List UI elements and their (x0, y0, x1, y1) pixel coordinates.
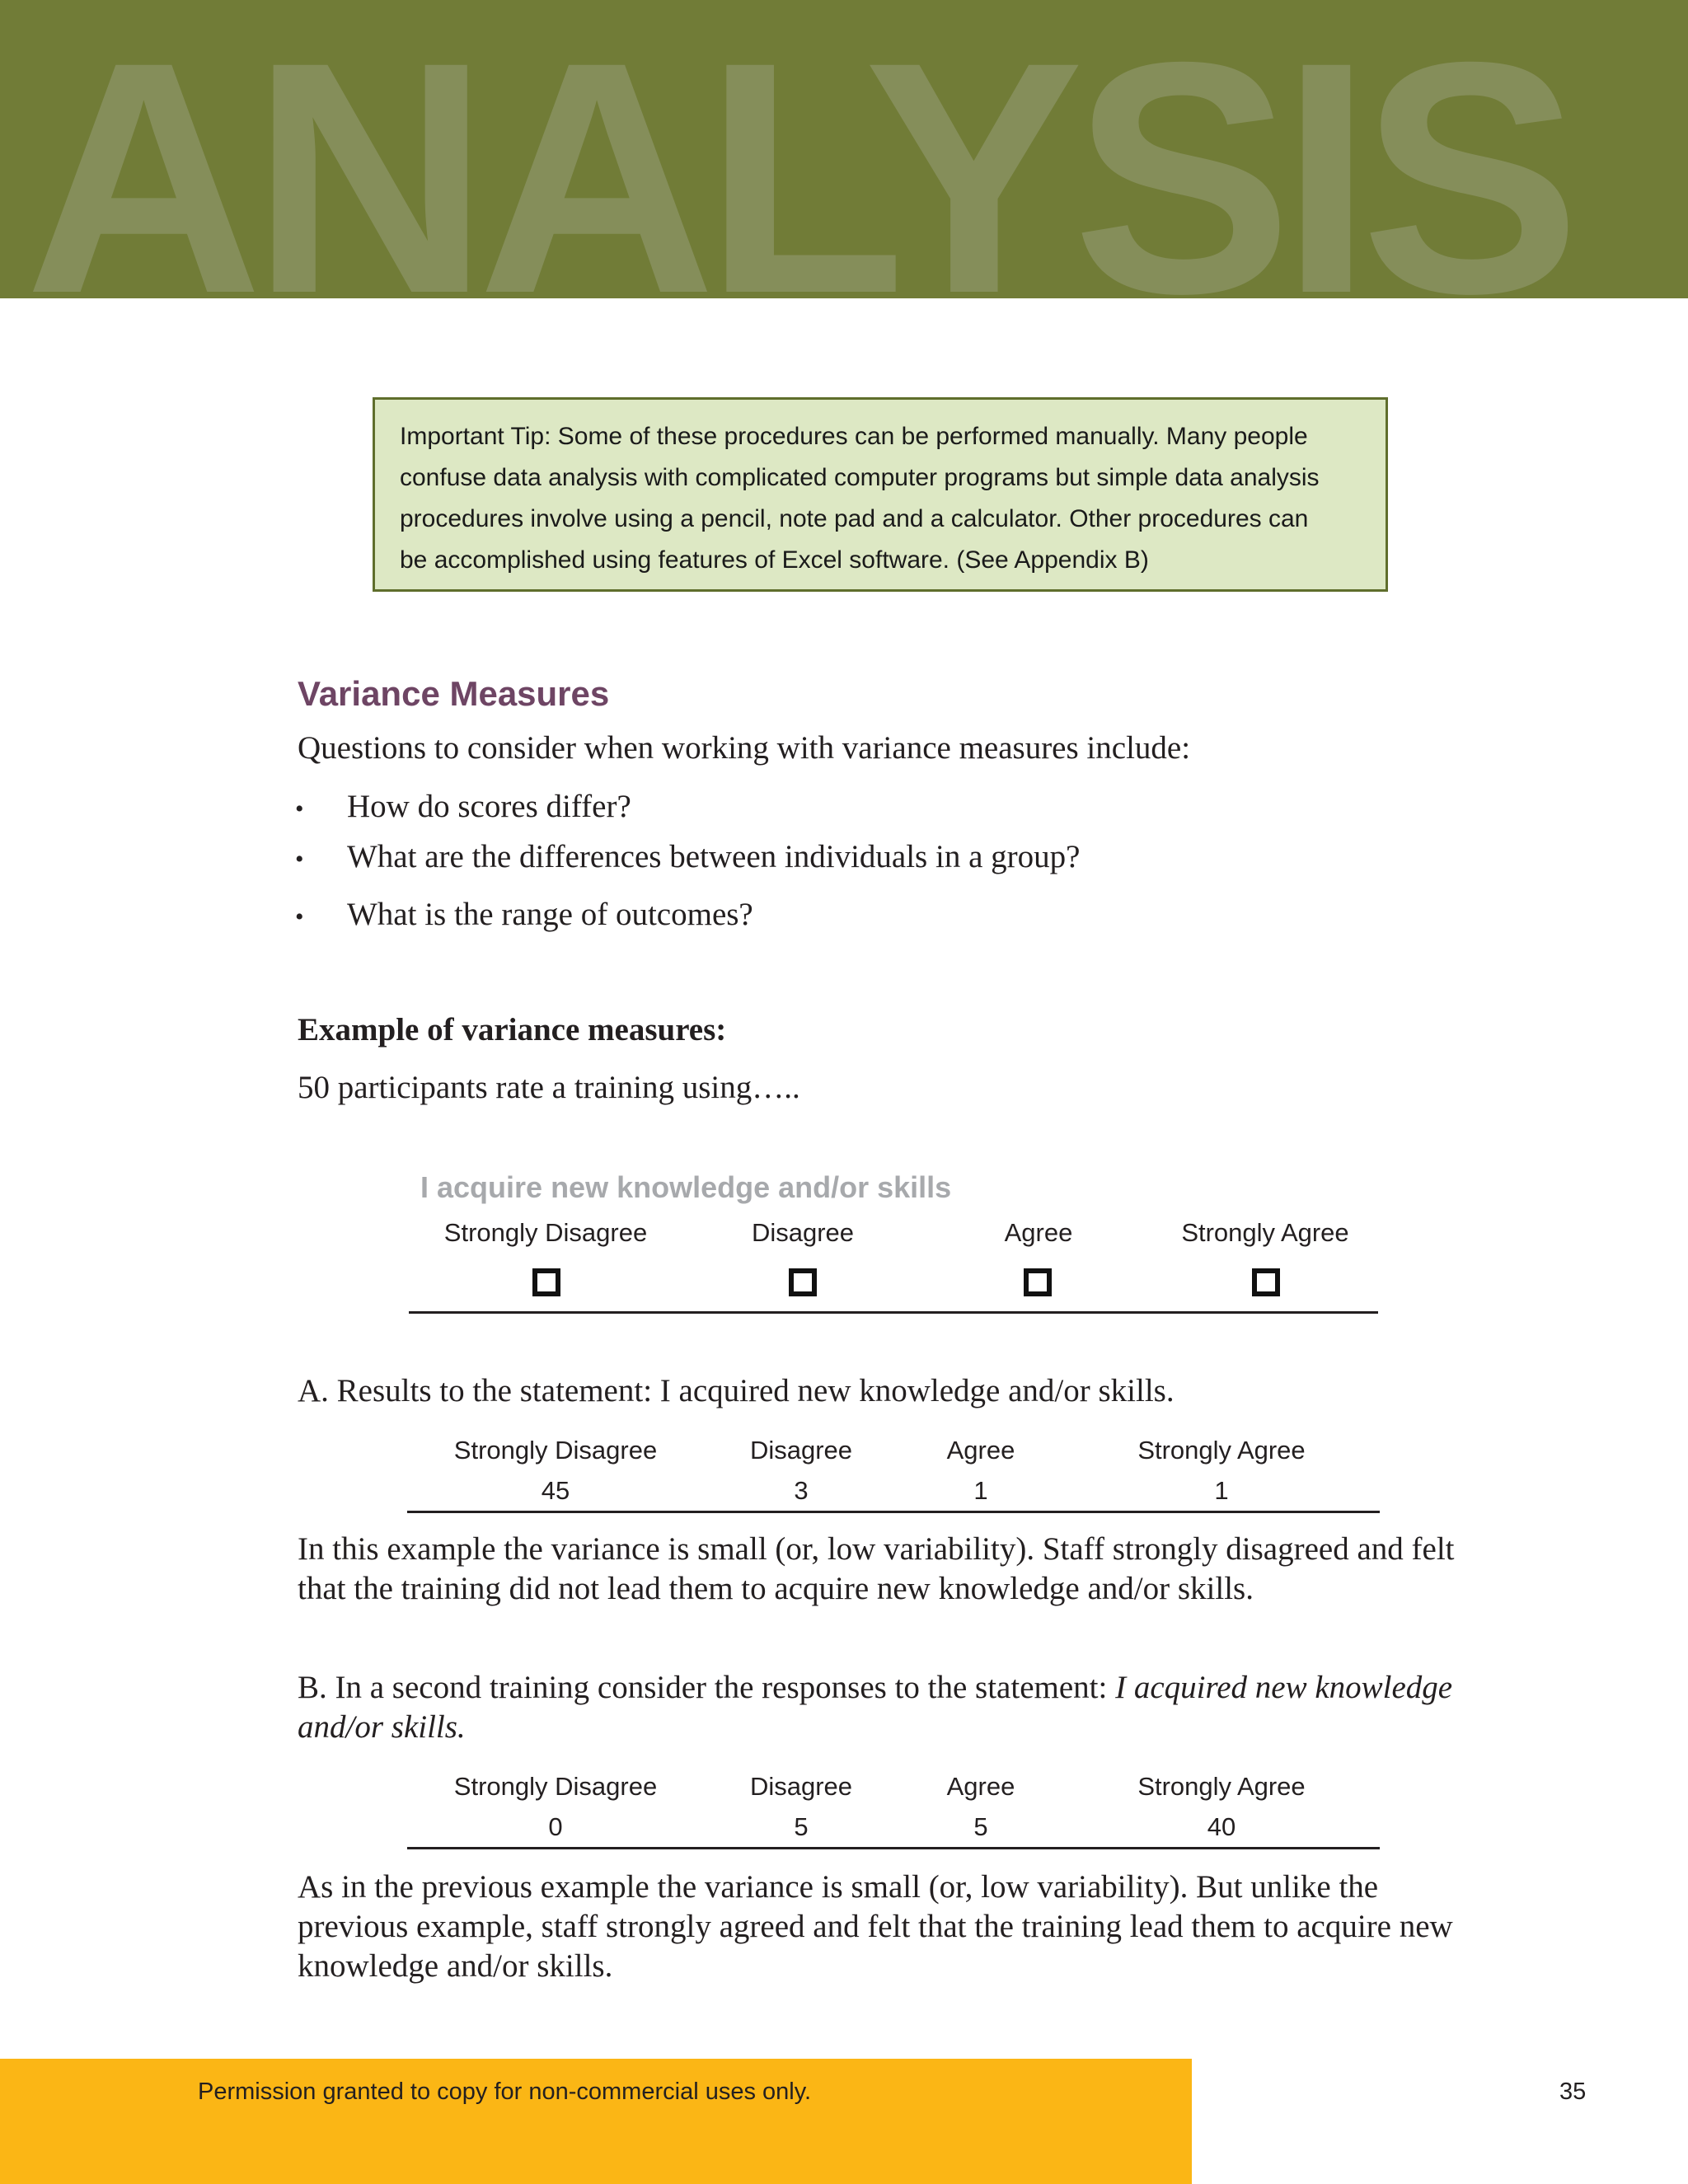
table-header: Disagree (749, 1436, 853, 1465)
table-cell: 40 (1207, 1812, 1236, 1841)
table-cell: 5 (794, 1812, 809, 1841)
section-heading: Variance Measures (298, 674, 610, 713)
table-cell: 3 (794, 1476, 809, 1505)
footer-bar (0, 2059, 1192, 2184)
scale-option-label: Disagree (751, 1218, 855, 1247)
divider (409, 1311, 1378, 1314)
list-item-text: What are the differences between individuals in a group? (347, 839, 1081, 874)
list-item (295, 895, 304, 937)
table-header: Disagree (749, 1772, 853, 1801)
paragraph-line: In this example the variance is small (or, low variability). Staff strongly disagreed and felt (298, 1531, 1455, 1567)
example-intro: 50 participants rate a training using….. (298, 1070, 800, 1105)
paragraph-line: previous example, staff strongly agreed and felt that the training lead them to acquire new (298, 1909, 1453, 1944)
section-intro: Questions to consider when working with variance measures include: (298, 730, 1191, 766)
footer-permission: Permission granted to copy for non-commercial uses only. (198, 2079, 812, 2105)
table-cell: 5 (973, 1812, 988, 1841)
list-item (295, 787, 304, 829)
tip-line: procedures involve using a pencil, note pad and a calculator. Other procedures can (400, 505, 1309, 532)
scale-option-label: Strongly Disagree (443, 1218, 648, 1247)
checkbox[interactable] (789, 1268, 817, 1296)
table-cell: 45 (541, 1476, 570, 1505)
banner-word: ANALYSIS (25, 0, 1569, 298)
tip-line: confuse data analysis with complicated computer programs but simple data analysis (400, 464, 1320, 491)
table-cell: 1 (973, 1476, 988, 1505)
list-item (295, 837, 304, 879)
table-header: Agree (946, 1772, 1015, 1801)
list-item-text: What is the range of outcomes? (347, 897, 753, 932)
result-a-caption: A. Results to the statement: I acquired new knowledge and/or skills. (298, 1373, 1175, 1408)
bullet-symbol: • (295, 846, 304, 873)
page-number: 35 (1559, 2079, 1587, 2105)
caption-text: B. In a second training consider the responses to the statement: (298, 1670, 1116, 1705)
bullet-symbol: • (295, 795, 304, 823)
bullet-symbol: • (295, 903, 304, 930)
list-item-text: How do scores differ? (347, 789, 631, 824)
result-a-explanation (298, 1530, 1517, 1609)
important-tip-box (373, 397, 1388, 592)
paragraph-line: As in the previous example the variance is small (or, low variability). But unlike the (298, 1869, 1379, 1905)
table-header: Strongly Agree (1137, 1436, 1306, 1465)
header-banner (0, 0, 1688, 298)
table-header: Strongly Agree (1137, 1772, 1306, 1801)
table-cell: 0 (548, 1812, 563, 1841)
table-cell: 1 (1214, 1476, 1229, 1505)
survey-statement: I acquire new knowledge and/or skills (420, 1170, 952, 1204)
checkbox[interactable] (532, 1268, 560, 1296)
checkbox[interactable] (1024, 1268, 1052, 1296)
scale-option-label: Agree (1004, 1218, 1073, 1247)
table-header: Strongly Disagree (453, 1436, 658, 1465)
result-b-explanation (298, 1868, 1517, 1986)
caption-italic: I acquired new knowledge (1115, 1670, 1453, 1705)
tip-line: Important Tip: Some of these procedures can be performed manually. Many people (400, 423, 1308, 450)
paragraph-line: knowledge and/or skills. (298, 1948, 613, 1984)
tip-line: be accomplished using features of Excel software. (See Appendix B) (400, 546, 1149, 574)
caption-italic: and/or skills. (298, 1709, 466, 1745)
paragraph-line: that the training did not lead them to acquire new knowledge and/or skills. (298, 1571, 1254, 1606)
divider (407, 1511, 1380, 1513)
checkbox[interactable] (1252, 1268, 1280, 1296)
table-header: Strongly Disagree (453, 1772, 658, 1801)
result-b-caption (298, 1668, 1517, 1747)
example-heading: Example of variance measures: (298, 1012, 727, 1047)
table-header: Agree (946, 1436, 1015, 1465)
scale-option-label: Strongly Agree (1181, 1218, 1349, 1247)
divider (407, 1847, 1380, 1849)
